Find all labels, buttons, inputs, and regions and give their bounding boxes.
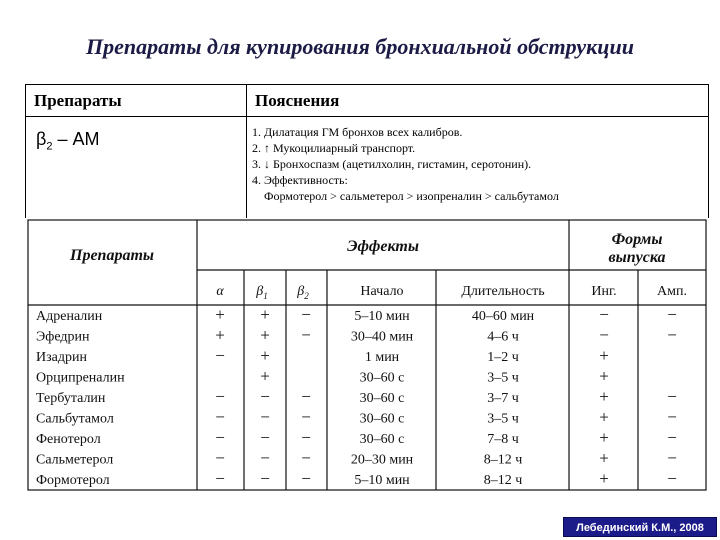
row-0-b1: + — [260, 305, 270, 324]
row-3-duration: 3–5 ч — [487, 370, 519, 386]
row-5-b1: − — [260, 407, 270, 427]
subheader-alpha: α — [216, 284, 224, 299]
row-0-onset: 5–10 мин — [354, 309, 410, 324]
effects-rows — [36, 305, 677, 488]
row-1-name: Эфедрин — [36, 329, 90, 345]
row-8-onset: 5–10 мин — [354, 473, 410, 488]
row-5-amp: − — [667, 407, 677, 427]
header-explanations: Пояснения — [247, 85, 709, 117]
header-drugs: Препараты — [26, 85, 247, 117]
row-5-name: Сальбутамол — [36, 411, 114, 427]
row-1-a: + — [215, 325, 225, 345]
row-8-a: − — [215, 469, 225, 488]
row-0-inh: − — [599, 305, 609, 324]
row-6-b2: − — [301, 428, 311, 447]
row-6-b1: − — [260, 428, 270, 447]
row-8-inh: + — [599, 469, 609, 488]
row-8-b2: − — [301, 469, 311, 488]
row-4-onset: 30–60 с — [359, 391, 405, 406]
drug-prefix: β — [36, 129, 47, 149]
effects-table — [26, 218, 708, 492]
drug-cell — [26, 117, 247, 219]
row-0-b2: − — [301, 305, 311, 324]
row-3-inh: + — [599, 366, 609, 386]
drug-subscript: 2 — [46, 140, 53, 153]
author-credit: Лебединский К.М., 2008 — [563, 517, 717, 537]
beta2-sub: 2 — [304, 291, 309, 301]
row-4-duration: 3–7 ч — [487, 391, 519, 406]
row-2-a: − — [215, 346, 225, 365]
col-drugs-header: Препараты — [70, 247, 154, 264]
row-7-b1: − — [260, 448, 270, 468]
row-2-duration: 1–2 ч — [487, 350, 519, 365]
subheader-ampoule: Амп. — [657, 284, 687, 299]
row-0-duration: 40–60 мин — [471, 309, 535, 324]
row-3-name: Орципреналин — [36, 370, 125, 386]
row-7-name: Сальметерол — [36, 452, 114, 468]
row-7-b2: − — [301, 448, 311, 468]
explanation-line-1: 1. Дилатация ГМ бронхов всех калибров. — [252, 125, 463, 139]
drug-suffix: – АМ — [52, 129, 100, 149]
row-1-amp: − — [667, 325, 677, 345]
row-6-amp: − — [667, 428, 677, 447]
explanation-line-5: Формотерол > сальметерол > изопреналин > сальбутамол — [252, 189, 559, 203]
row-7-duration: 8–12 ч — [483, 452, 523, 468]
beta1-symbol: β — [256, 284, 264, 299]
row-2-name: Изадрин — [36, 350, 87, 365]
row-6-a: − — [215, 428, 225, 447]
row-2-b1: + — [260, 346, 270, 365]
col-forms-header-1: Формы — [611, 231, 663, 248]
subheader-onset: Начало — [360, 284, 404, 299]
row-6-inh: + — [599, 428, 609, 447]
subheader-inhaler: Инг. — [591, 284, 617, 299]
row-7-a: − — [215, 448, 225, 468]
row-4-inh: + — [599, 387, 609, 406]
row-2-onset: 1 мин — [364, 350, 400, 365]
row-5-duration: 3–5 ч — [487, 411, 519, 427]
row-5-b2: − — [301, 407, 311, 427]
row-8-name: Формотерол — [36, 473, 110, 488]
row-3-b1: + — [260, 366, 270, 386]
col-effects-header: Эффекты — [347, 238, 419, 255]
summary-table — [25, 84, 709, 218]
subheader-beta2 — [296, 284, 309, 301]
row-4-a: − — [215, 387, 225, 406]
row-3-onset: 30–60 с — [359, 370, 405, 386]
drug-class — [26, 117, 246, 153]
explanation-line-2: 2. ↑ Мукоцилиарный транспорт. — [252, 141, 416, 155]
row-1-b2: − — [301, 325, 311, 345]
explanation-line-3: 3. ↓ Бронхоспазм (ацетилхолин, гистамин, серотонин). — [252, 157, 532, 171]
row-4-amp: − — [667, 387, 677, 406]
row-0-amp: − — [667, 305, 677, 324]
row-5-inh: + — [599, 407, 609, 427]
row-8-amp: − — [667, 469, 677, 488]
slide-title: Препараты для купирования бронхиальной обструкции — [86, 34, 634, 59]
row-6-duration: 7–8 ч — [487, 432, 519, 447]
row-1-b1: + — [260, 325, 270, 345]
row-7-onset: 20–30 мин — [350, 452, 414, 468]
col-forms-header-2: выпуска — [608, 249, 666, 266]
row-8-duration: 8–12 ч — [483, 473, 523, 488]
subheader-beta1 — [255, 284, 267, 301]
explanation-line-4: 4. Эффективность: — [252, 173, 348, 187]
row-2-inh: + — [599, 346, 609, 365]
row-8-b1: − — [260, 469, 270, 488]
row-7-inh: + — [599, 448, 609, 468]
row-4-b2: − — [301, 387, 311, 406]
subheader-duration: Длительность — [461, 284, 545, 299]
explanation-cell — [247, 117, 709, 219]
beta1-sub: 1 — [263, 291, 268, 301]
row-5-onset: 30–60 с — [359, 411, 405, 427]
row-4-name: Тербуталин — [36, 391, 106, 406]
row-1-onset: 30–40 мин — [350, 329, 414, 345]
row-0-a: + — [215, 305, 225, 324]
summary-header-row — [26, 85, 709, 117]
row-1-duration: 4–6 ч — [487, 329, 519, 345]
row-6-onset: 30–60 с — [359, 432, 405, 447]
beta2-symbol: β — [297, 284, 305, 299]
row-4-b1: − — [260, 387, 270, 406]
row-1-inh: − — [599, 325, 609, 345]
summary-row — [26, 117, 709, 219]
row-0-name: Адреналин — [36, 309, 103, 324]
row-7-amp: − — [667, 448, 677, 468]
effects-table-image — [26, 218, 708, 492]
row-6-name: Фенотерол — [36, 432, 101, 447]
row-5-a: − — [215, 407, 225, 427]
